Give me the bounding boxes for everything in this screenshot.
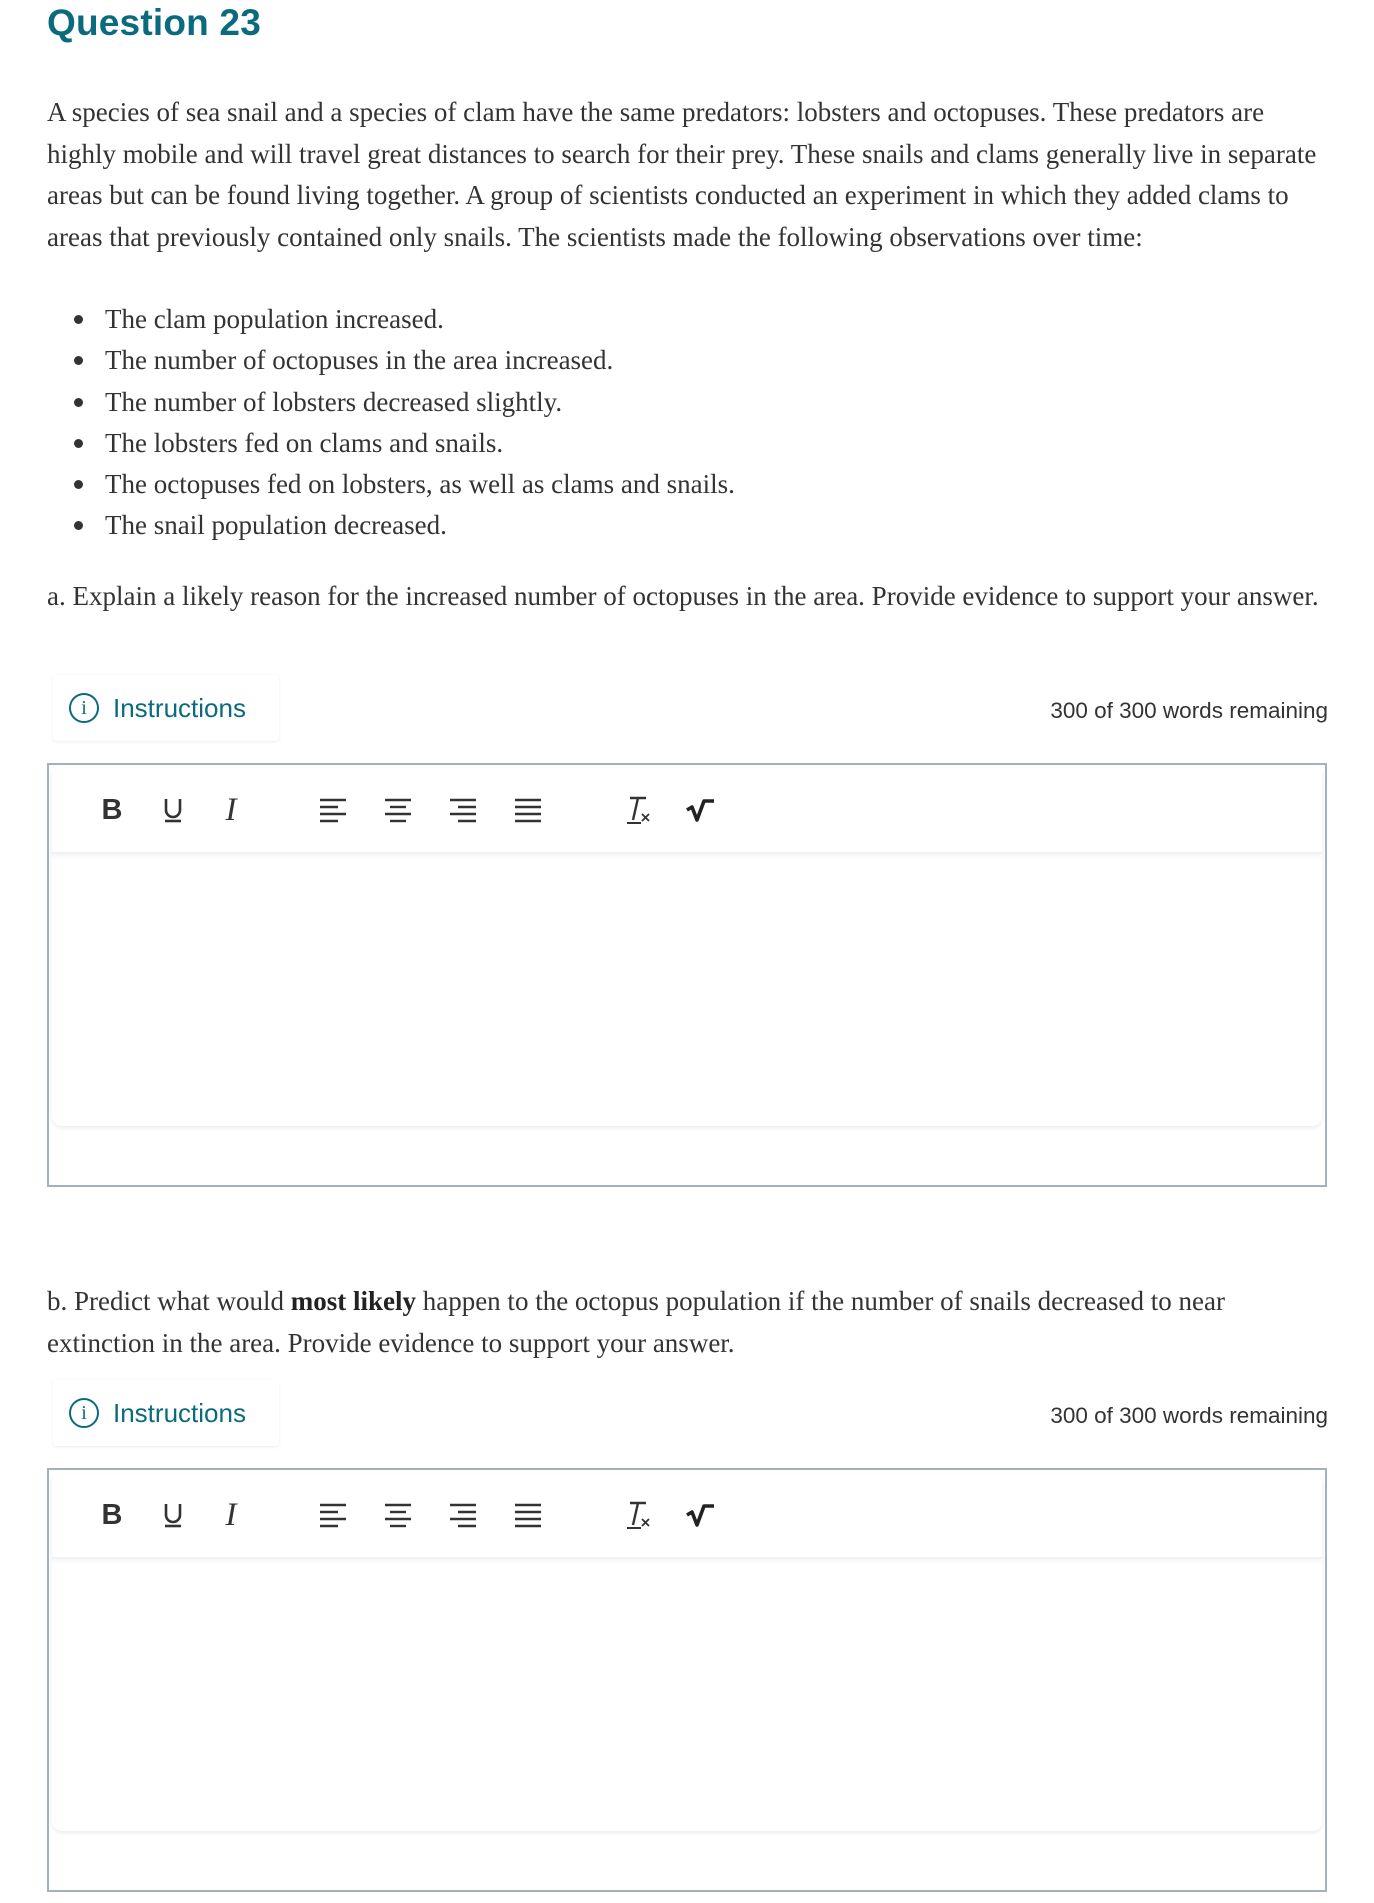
align-right-icon <box>448 1502 478 1528</box>
align-center-icon <box>383 797 413 823</box>
part-b-prompt <box>47 1281 1337 1364</box>
observation-text: The clam population increased. <box>105 304 444 334</box>
info-icon: i <box>69 693 99 723</box>
align-center-button[interactable] <box>378 1495 418 1535</box>
observation-text: The octopuses fed on lobsters, as well as clams and snails. <box>105 469 735 500</box>
observation-text: The lobsters fed on clams and snails. <box>105 427 504 458</box>
part-b-word-count: 300 of 300 words remaining <box>1050 1403 1328 1428</box>
bullet-icon <box>74 521 83 530</box>
align-left-button[interactable] <box>313 1495 353 1535</box>
observation-text: The snail population decreased. <box>105 510 447 541</box>
editor-container <box>52 768 1322 1126</box>
part-a-editor <box>47 763 1327 1187</box>
align-justify-button[interactable] <box>508 1495 548 1535</box>
underline-button[interactable] <box>153 1495 193 1535</box>
square-root-icon <box>684 795 716 825</box>
instructions-label: Instructions <box>113 1397 246 1428</box>
align-right-icon <box>448 797 478 823</box>
part-a-word-count: 300 of 300 words remaining <box>1050 698 1328 723</box>
italic-button[interactable]: I <box>225 1496 237 1533</box>
part-b-instructions-button[interactable] <box>53 1380 279 1446</box>
prompt-text: happen to the octopus population if the number of snails decreased to near extinction in the area. Provide evidence to support your answer. <box>47 1286 1225 1358</box>
list-item <box>47 340 1247 381</box>
answer-text-area[interactable] <box>52 1561 1322 1831</box>
part-a-prompt: a. Explain a likely reason for the increased number of octopuses in the area. Provide evidence to support your answer. <box>47 581 1319 611</box>
instructions-label: Instructions <box>113 692 246 723</box>
answer-text-area[interactable] <box>52 856 1322 1126</box>
list-item <box>47 423 1247 464</box>
info-icon: i <box>69 1398 99 1428</box>
insert-math-button[interactable] <box>680 790 720 830</box>
align-justify-icon <box>513 1502 543 1528</box>
part-b-editor <box>47 1468 1327 1892</box>
align-justify-icon <box>513 797 543 823</box>
observation-list <box>47 299 1247 547</box>
prompt-text: b. Predict what would <box>47 1286 291 1316</box>
clear-formatting-icon <box>621 1499 653 1531</box>
square-root-icon <box>684 1500 716 1530</box>
observation-text: The number of lobsters decreased slightly. <box>105 386 563 417</box>
align-right-button[interactable] <box>443 1495 483 1535</box>
align-left-button[interactable] <box>313 790 353 830</box>
editor-container <box>52 1473 1322 1831</box>
align-left-icon <box>318 1502 348 1528</box>
underline-button[interactable] <box>153 790 193 830</box>
clear-formatting-button[interactable] <box>617 790 657 830</box>
editor-toolbar <box>52 1473 1322 1559</box>
bullet-icon <box>74 315 83 324</box>
bullet-icon <box>74 439 83 448</box>
bullet-icon <box>74 356 83 365</box>
align-center-icon <box>383 1502 413 1528</box>
bullet-icon <box>74 398 83 407</box>
list-item <box>47 464 1247 505</box>
align-right-button[interactable] <box>443 790 483 830</box>
underline-icon <box>161 1500 185 1530</box>
editor-toolbar <box>52 768 1322 854</box>
bold-button[interactable]: B <box>101 793 123 826</box>
question-passage: A species of sea snail and a species of clam have the same predators: lobsters and octopuses. These predators are highly mobile and will travel great distances to search for their prey. These snails and clams generally live in separate areas but can be found living together. A group of scientists conducted an experiment in which they added clams to areas that previously contained only snails. The scientists made the following observations over time: <box>47 97 1317 252</box>
align-center-button[interactable] <box>378 790 418 830</box>
clear-formatting-button[interactable] <box>617 1495 657 1535</box>
insert-math-button[interactable] <box>680 1495 720 1535</box>
underline-icon <box>161 795 185 825</box>
list-item <box>47 382 1247 423</box>
prompt-emphasis: most likely <box>290 1286 416 1316</box>
observation-text: The number of octopuses in the area increased. <box>105 345 614 376</box>
list-item <box>47 505 1247 546</box>
clear-formatting-icon <box>621 794 653 826</box>
bullet-icon <box>74 480 83 489</box>
list-item <box>47 299 1247 340</box>
part-a-instructions-button[interactable] <box>53 675 279 741</box>
bold-button[interactable]: B <box>101 1498 123 1531</box>
question-title: Question 23 <box>47 2 261 43</box>
align-left-icon <box>318 797 348 823</box>
align-justify-button[interactable] <box>508 790 548 830</box>
italic-button[interactable]: I <box>225 791 237 828</box>
